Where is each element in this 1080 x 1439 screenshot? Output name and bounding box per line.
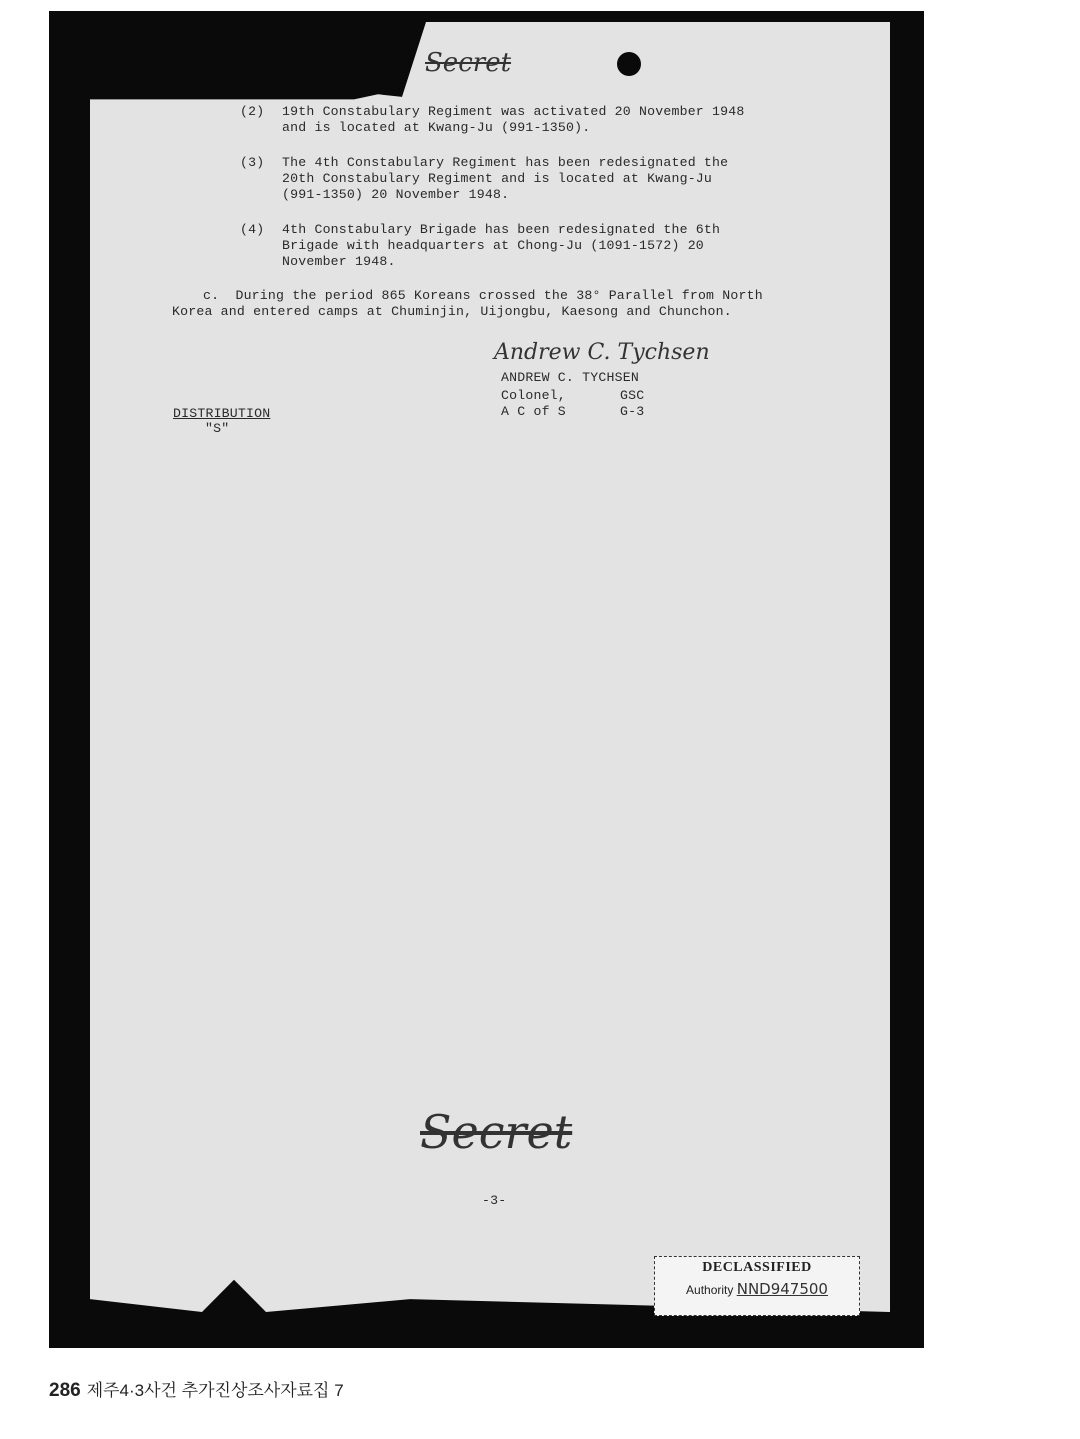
punch-hole xyxy=(617,52,641,76)
item-number: (4) xyxy=(240,222,265,237)
stamp-authority-label: Authority xyxy=(686,1283,734,1297)
paragraph-c-line: Korea and entered camps at Chuminjin, Uijongbu, Kaesong and Chunchon. xyxy=(172,304,732,319)
distribution-value: "S" xyxy=(205,421,230,436)
page-number: -3- xyxy=(482,1193,507,1208)
item-line: 19th Constabulary Regiment was activated 20 November 1948 xyxy=(282,104,745,119)
signer-title: A C of S xyxy=(501,404,566,419)
signer-rank-branch: GSC xyxy=(620,388,645,403)
signer-rank: Colonel, xyxy=(501,388,566,403)
item-line: (991-1350) 20 November 1948. xyxy=(282,187,510,202)
footer-classification-mark: Secret xyxy=(420,1105,573,1159)
item-line: The 4th Constabulary Regiment has been redesignated the xyxy=(282,155,729,170)
book-page-number: 286 xyxy=(49,1380,81,1401)
paragraph-c-line: c. During the period 865 Koreans crossed the 38° Parallel from North xyxy=(203,288,763,303)
stamp-authority xyxy=(655,1280,859,1298)
stamp-title: DECLASSIFIED xyxy=(702,1260,812,1275)
item-line: November 1948. xyxy=(282,254,396,269)
stamp-authority-value: NND947500 xyxy=(736,1280,828,1298)
book-title: 제주4·3사건 추가진상조사자료집 7 xyxy=(86,1381,344,1400)
signer-title-branch: G-3 xyxy=(620,404,645,419)
item-line: 4th Constabulary Brigade has been redesignated the 6th xyxy=(282,222,721,237)
book-footer xyxy=(49,1376,344,1402)
signature: Andrew C. Tychsen xyxy=(494,340,710,365)
item-line: Brigade with headquarters at Chong-Ju (1091-1572) 20 xyxy=(282,238,704,253)
header-classification-mark: Secret xyxy=(425,48,512,78)
item-line: 20th Constabulary Regiment and is located at Kwang-Ju xyxy=(282,171,713,186)
declassified-stamp xyxy=(654,1256,860,1316)
distribution-label: DISTRIBUTION xyxy=(173,406,271,421)
item-line: and is located at Kwang-Ju (991-1350). xyxy=(282,120,591,135)
item-number: (3) xyxy=(240,155,265,170)
signer-name: ANDREW C. TYCHSEN xyxy=(501,370,639,385)
item-number: (2) xyxy=(240,104,265,119)
